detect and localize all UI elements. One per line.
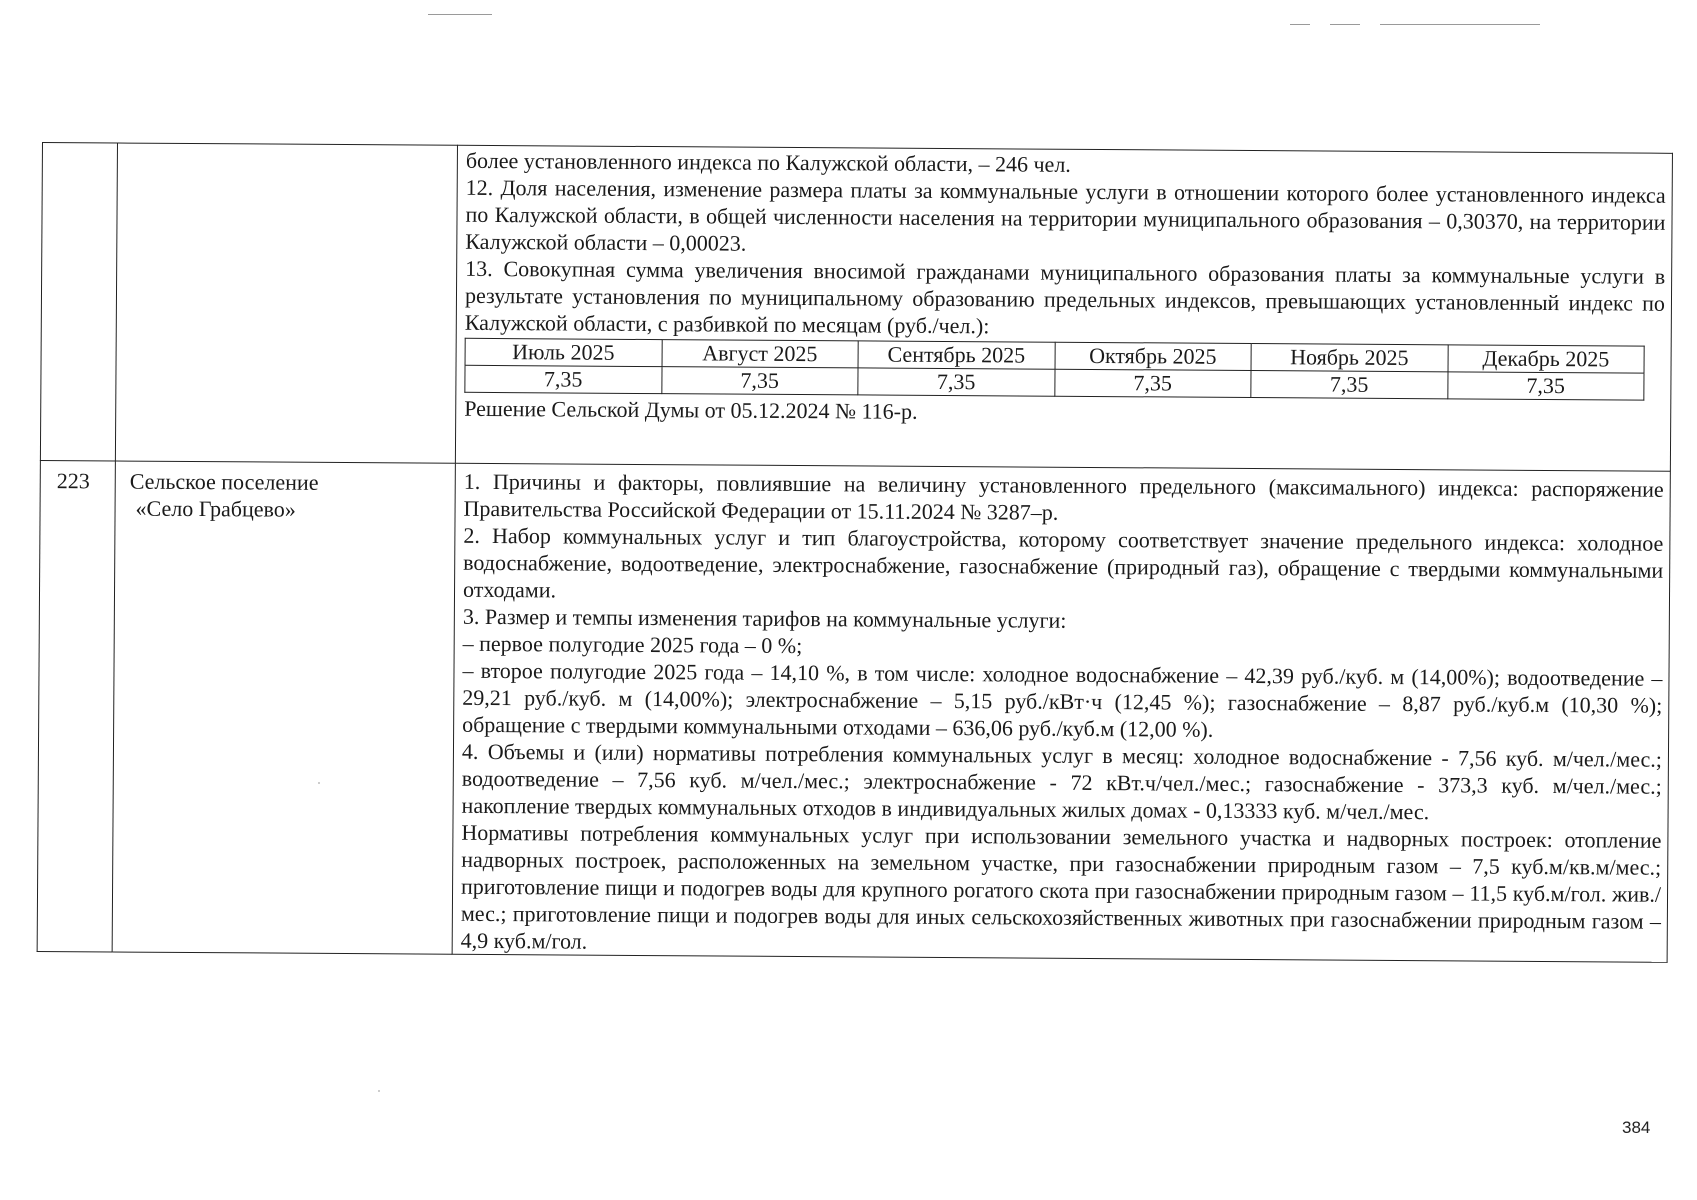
- item-2: 2. Набор коммунальных услуг и тип благоустройства, которому соответствует значение предельного индекса: холодное водоснабжение, водоотведение, электроснабжение, газоснабжение (природный газ), обращение с твердыми коммунальными отходами.: [462, 522, 1664, 603]
- month-value: 7,35: [1054, 369, 1251, 397]
- scan-artifact-line: [1330, 24, 1360, 25]
- municipality-type: Сельское поселение: [129, 468, 319, 495]
- scan-artifact-line: [428, 14, 492, 15]
- month-value: 7,35: [1447, 372, 1644, 400]
- norms-paragraph: Нормативы потребления коммунальных услуг при использовании земельного участка и надворных построек: отопление надворных построек, расположенных на земельном участке, при газоснабжении природным газом – 7,5 куб.м/кв.м/мес.; приготовление пищи и подогрев воды для крупного рогатого скота при газоснабжении природным газом – 11,5 куб.м/гол. жив./мес.; приготовление пищи и подогрев воды для иных сельскохозяйственных животных при газоснабжении природным газом – 4,9 куб.м/гол.: [460, 819, 1662, 954]
- month-value: 7,35: [858, 368, 1055, 396]
- item-3: 3. Размер и темпы изменения тарифов на коммунальные услуги:: [462, 603, 1067, 633]
- decision-reference: Решение Сельской Думы от 05.12.2024 № 116-р.: [464, 395, 918, 424]
- month-value: 7,35: [661, 367, 858, 395]
- month-header: Июль 2025: [465, 338, 662, 366]
- scan-artifact-line: [1380, 24, 1540, 25]
- page-number: 384: [1622, 1118, 1651, 1137]
- row-number: 223: [56, 468, 90, 494]
- month-header: Ноябрь 2025: [1251, 344, 1448, 372]
- name-cell-empty: [115, 143, 457, 463]
- scan-artifact-line: [1290, 24, 1310, 25]
- item-13: 13. Совокупная сумма увеличения вносимой гражданами муниципального образования платы за коммунальные услуги в результате установления по муниципальному образованию предельных индексов, превышающих установленный индекс по Калужской области, с разбивкой по месяцам (руб./чел.):: [464, 255, 1666, 339]
- month-header: Август 2025: [662, 340, 859, 368]
- item-4: 4. Объемы и (или) нормативы потребления коммунальных услуг в месяц: холодное водоснабжение - 7,56 куб. м/чел./мес.; водоотведение – 7,56 куб. м/чел./мес.; электроснабжение - 72 кВт.ч/чел./мес.; газоснабжение - 373,3 куб. м/чел./мес.; накопление твердых коммунальных отходов в индивидуальных жилых домах - 0,13333 куб. м/чел./мес.: [461, 738, 1663, 825]
- main-table: [37, 142, 1673, 963]
- municipality-name: «Село Грабцево»: [135, 495, 296, 522]
- table-row-continued: [40, 143, 1672, 472]
- number-cell-empty: [40, 143, 117, 461]
- description-cell: [455, 145, 1672, 471]
- monthly-amounts-table: [464, 338, 1644, 401]
- table-row-223: [37, 460, 1670, 962]
- item-3-first-half: – первое полугодие 2025 года – 0 %;: [462, 630, 803, 659]
- month-header: Декабрь 2025: [1448, 345, 1645, 373]
- number-cell: [37, 460, 115, 951]
- month-value: 7,35: [465, 365, 662, 393]
- name-cell: [112, 461, 455, 954]
- continued-line: более установленного индекса по Калужской области, – 246 чел.: [465, 147, 1071, 177]
- document-page: [36, 142, 1672, 1093]
- month-header: Сентябрь 2025: [858, 341, 1055, 369]
- item-1: 1. Причины и факторы, повлиявшие на величину установленного предельного (максимального) индекса: распоряжение Правительства Российской Федерации от 15.11.2024 № 3287–р.: [463, 468, 1664, 525]
- month-header: Октябрь 2025: [1055, 342, 1252, 370]
- item-3-second-half: – второе полугодие 2025 года – 14,10 %, в том числе: холодное водоснабжение – 42,39 руб./куб. м (14,00%); водоотведение – 29,21 руб./куб. м (14,00%); электроснабжение – 5,15 руб./кВт·ч (12,45 %); газоснабжение – 8,87 руб./куб.м (10,30 %); обращение с твердыми коммунальными отходами – 636,06 руб./куб.м (12,00 %).: [462, 657, 1663, 742]
- month-value: 7,35: [1251, 371, 1448, 399]
- description-cell: [452, 463, 1670, 962]
- item-12: 12. Доля населения, изменение размера платы за коммунальные услуги в отношении которого более установленного индекса по Калужской области, в общей численности населения на территории муниципального образования – 0,30370, на территории Калужской области – 0,00023.: [465, 174, 1666, 256]
- scan-speck: [378, 1090, 380, 1092]
